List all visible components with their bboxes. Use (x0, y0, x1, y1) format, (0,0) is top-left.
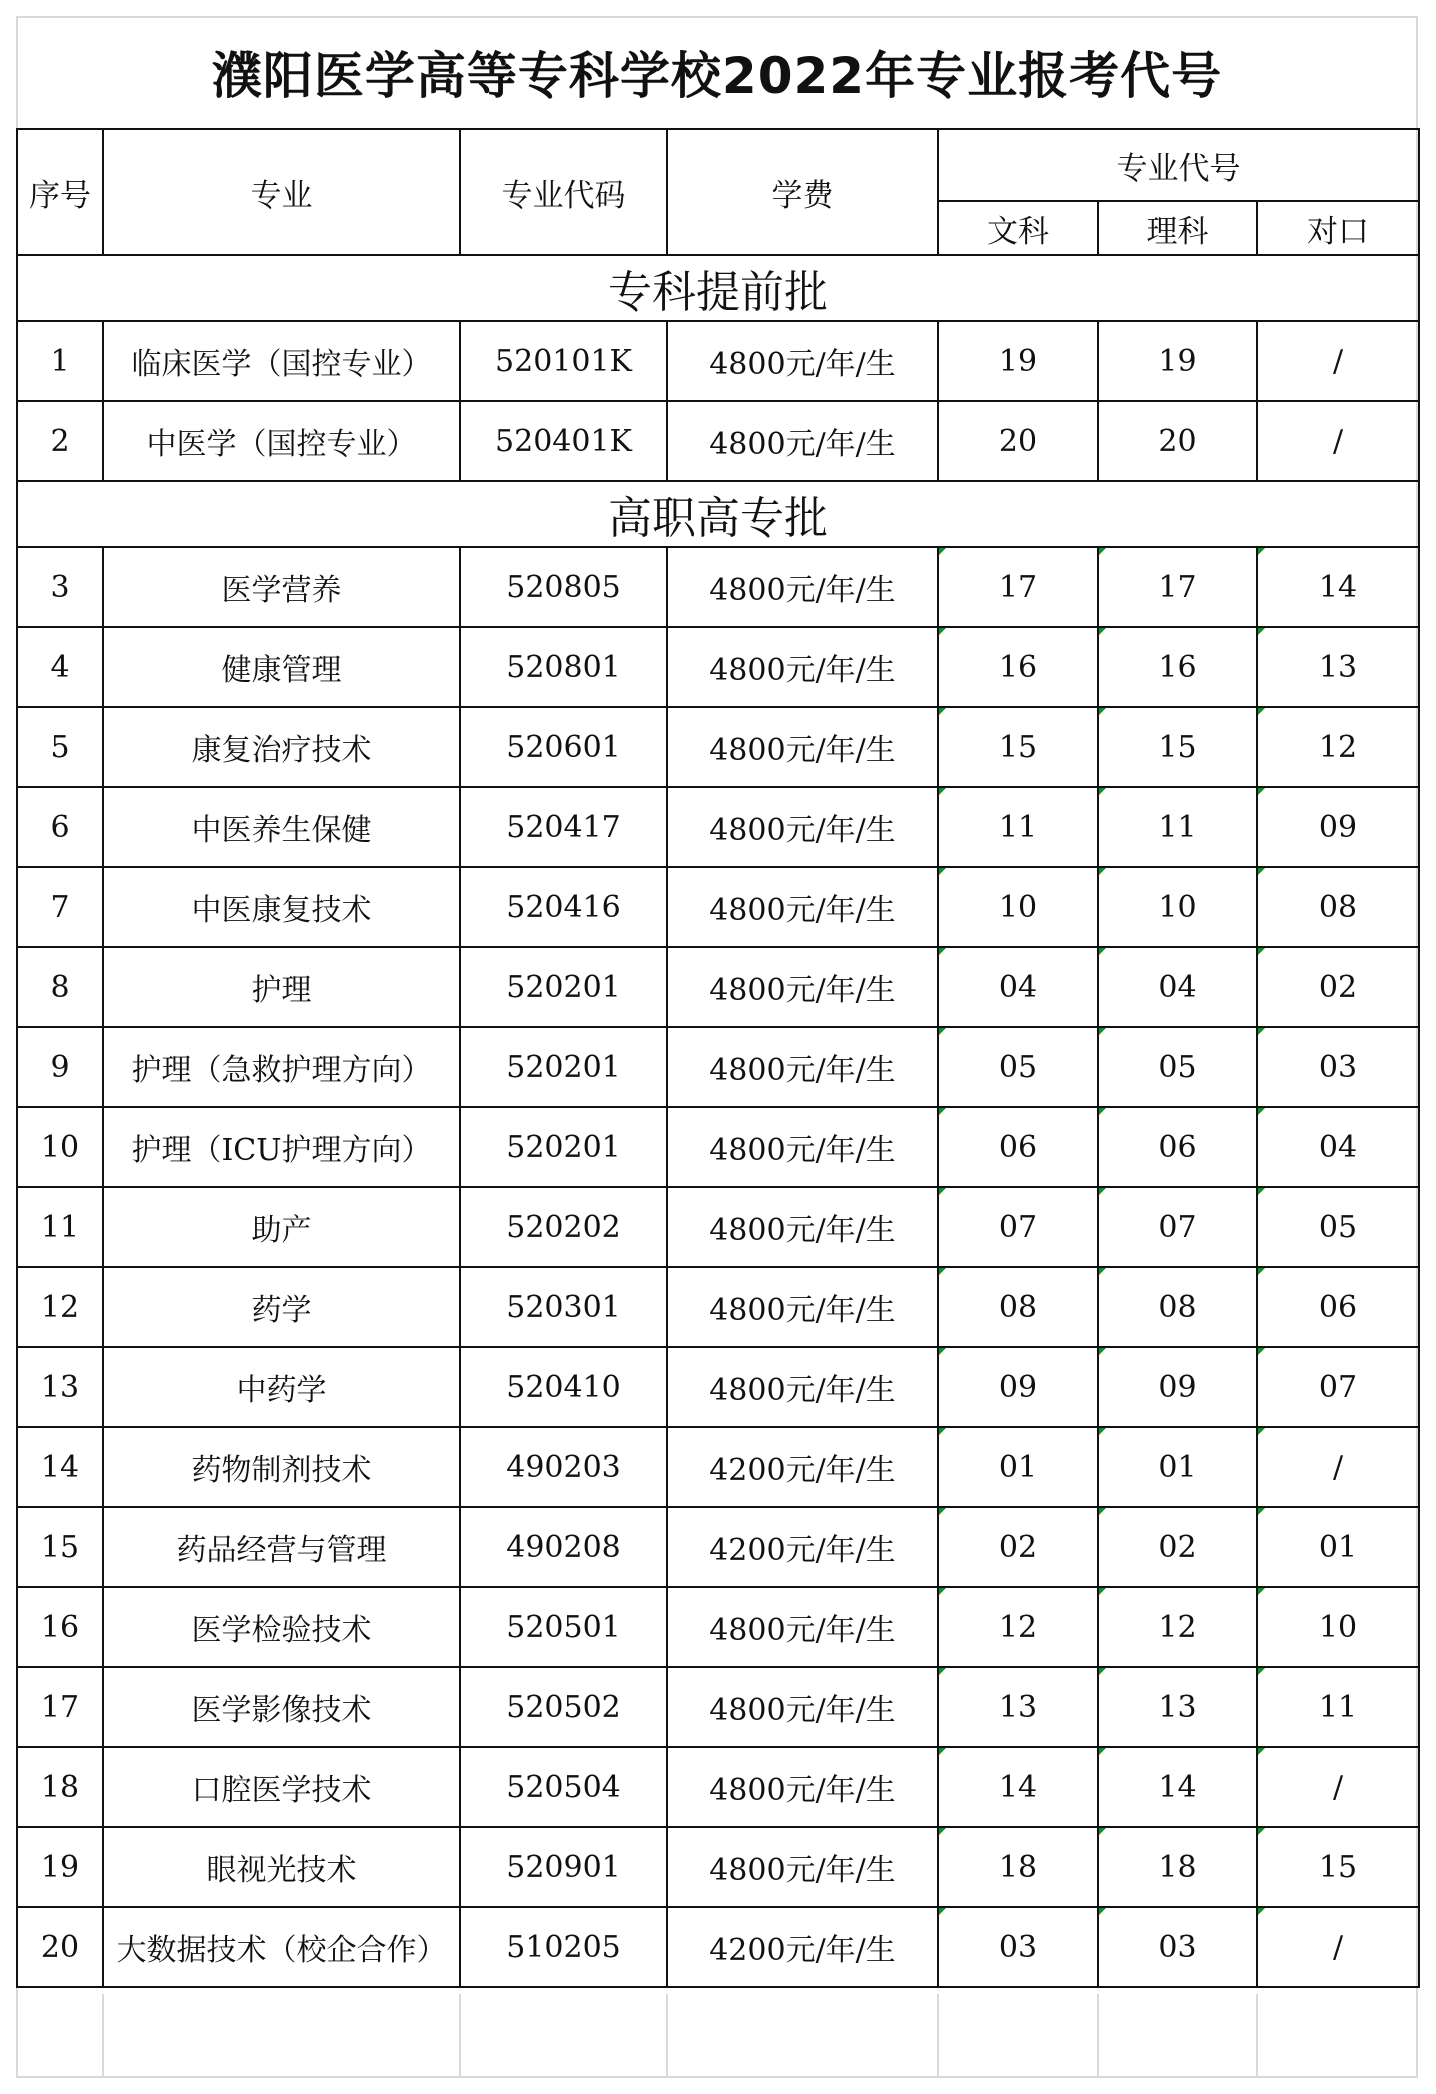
cell-vocational: 14 (1257, 547, 1419, 627)
table-row (17, 1347, 1419, 1427)
cell-science: 16 (1098, 627, 1257, 707)
cell-major-code: 510205 (460, 1907, 667, 1987)
cell-seq: 14 (17, 1427, 103, 1507)
cell-major: 大数据技术（校企合作） (103, 1907, 460, 1987)
header-apply-code: 专业代号 (938, 129, 1419, 201)
table-row (17, 787, 1419, 867)
cell-vocational: / (1257, 321, 1419, 401)
cell-major: 药品经营与管理 (103, 1507, 460, 1587)
cell-vocational: 04 (1257, 1107, 1419, 1187)
table-row (17, 1747, 1419, 1827)
cell-arts: 18 (938, 1827, 1098, 1907)
section-title: 高职高专批 (17, 481, 1419, 547)
cell-vocational: / (1257, 401, 1419, 481)
cell-arts: 02 (938, 1507, 1098, 1587)
cell-major: 健康管理 (103, 627, 460, 707)
cell-major-code: 520301 (460, 1267, 667, 1347)
header-tuition: 学费 (667, 129, 938, 255)
cell-major: 护理 (103, 947, 460, 1027)
cell-major: 助产 (103, 1187, 460, 1267)
header-seq: 序号 (17, 129, 103, 255)
header-science: 理科 (1098, 201, 1257, 255)
cell-vocational: / (1257, 1907, 1419, 1987)
cell-arts: 03 (938, 1907, 1098, 1987)
cell-major-code: 520502 (460, 1667, 667, 1747)
table-row (17, 547, 1419, 627)
cell-seq: 15 (17, 1507, 103, 1587)
grid-line (16, 2076, 1418, 2078)
cell-seq: 9 (17, 1027, 103, 1107)
cell-major: 中医学（国控专业） (103, 401, 460, 481)
cell-major: 眼视光技术 (103, 1827, 460, 1907)
cell-science: 04 (1098, 947, 1257, 1027)
cell-major: 医学影像技术 (103, 1667, 460, 1747)
cell-major-code: 520416 (460, 867, 667, 947)
table-row (17, 1027, 1419, 1107)
cell-science: 14 (1098, 1747, 1257, 1827)
cell-arts: 01 (938, 1427, 1098, 1507)
cell-tuition: 4800元/年/生 (667, 787, 938, 867)
cell-major-code: 520501 (460, 1587, 667, 1667)
cell-science: 11 (1098, 787, 1257, 867)
cell-tuition: 4800元/年/生 (667, 321, 938, 401)
cell-seq: 2 (17, 401, 103, 481)
cell-major: 医学营养 (103, 547, 460, 627)
cell-vocational: 03 (1257, 1027, 1419, 1107)
cell-arts: 09 (938, 1347, 1098, 1427)
cell-seq: 6 (17, 787, 103, 867)
cell-major-code: 520202 (460, 1187, 667, 1267)
cell-vocational: / (1257, 1427, 1419, 1507)
cell-seq: 8 (17, 947, 103, 1027)
cell-arts: 15 (938, 707, 1098, 787)
cell-tuition: 4800元/年/生 (667, 547, 938, 627)
header-major: 专业 (103, 129, 460, 255)
cell-science: 09 (1098, 1347, 1257, 1427)
cell-science: 02 (1098, 1507, 1257, 1587)
cell-arts: 08 (938, 1267, 1098, 1347)
cell-science: 15 (1098, 707, 1257, 787)
cell-tuition: 4800元/年/生 (667, 401, 938, 481)
table-row (17, 1667, 1419, 1747)
cell-vocational: 01 (1257, 1507, 1419, 1587)
cell-seq: 20 (17, 1907, 103, 1987)
section-row (17, 255, 1419, 321)
cell-seq: 7 (17, 867, 103, 947)
header-major-code: 专业代码 (460, 129, 667, 255)
section-row (17, 481, 1419, 547)
cell-science: 17 (1098, 547, 1257, 627)
cell-seq: 17 (17, 1667, 103, 1747)
cell-tuition: 4800元/年/生 (667, 707, 938, 787)
cell-seq: 16 (17, 1587, 103, 1667)
cell-tuition: 4800元/年/生 (667, 867, 938, 947)
cell-seq: 11 (17, 1187, 103, 1267)
cell-seq: 19 (17, 1827, 103, 1907)
cell-tuition: 4800元/年/生 (667, 1187, 938, 1267)
cell-vocational: 02 (1257, 947, 1419, 1027)
cell-vocational: 07 (1257, 1347, 1419, 1427)
table-row (17, 1907, 1419, 1987)
cell-seq: 5 (17, 707, 103, 787)
cell-tuition: 4800元/年/生 (667, 947, 938, 1027)
cell-arts: 07 (938, 1187, 1098, 1267)
cell-tuition: 4800元/年/生 (667, 1347, 938, 1427)
cell-seq: 3 (17, 547, 103, 627)
table-row (17, 1587, 1419, 1667)
cell-major: 护理（急救护理方向） (103, 1027, 460, 1107)
cell-major: 康复治疗技术 (103, 707, 460, 787)
section-title: 专科提前批 (17, 255, 1419, 321)
cell-major: 口腔医学技术 (103, 1747, 460, 1827)
cell-vocational: 09 (1257, 787, 1419, 867)
cell-tuition: 4800元/年/生 (667, 1827, 938, 1907)
cell-major: 临床医学（国控专业） (103, 321, 460, 401)
grid-line (1097, 1994, 1099, 2078)
header-arts: 文科 (938, 201, 1098, 255)
cell-major: 中医养生保健 (103, 787, 460, 867)
cell-major: 药学 (103, 1267, 460, 1347)
table-row (17, 401, 1419, 481)
cell-arts: 16 (938, 627, 1098, 707)
cell-arts: 06 (938, 1107, 1098, 1187)
table-row (17, 947, 1419, 1027)
cell-tuition: 4800元/年/生 (667, 1107, 938, 1187)
cell-arts: 20 (938, 401, 1098, 481)
cell-science: 20 (1098, 401, 1257, 481)
grid-line (459, 1994, 461, 2078)
table-row (17, 1427, 1419, 1507)
cell-major-code: 490208 (460, 1507, 667, 1587)
grid-line (1256, 1994, 1258, 2078)
cell-seq: 1 (17, 321, 103, 401)
cell-arts: 04 (938, 947, 1098, 1027)
cell-arts: 13 (938, 1667, 1098, 1747)
cell-vocational: 10 (1257, 1587, 1419, 1667)
cell-seq: 13 (17, 1347, 103, 1427)
cell-major: 医学检验技术 (103, 1587, 460, 1667)
cell-science: 07 (1098, 1187, 1257, 1267)
cell-vocational: 06 (1257, 1267, 1419, 1347)
grid-line (102, 1994, 104, 2078)
cell-major-code: 520201 (460, 1027, 667, 1107)
cell-science: 19 (1098, 321, 1257, 401)
cell-vocational: 05 (1257, 1187, 1419, 1267)
cell-science: 03 (1098, 1907, 1257, 1987)
cell-vocational: 11 (1257, 1667, 1419, 1747)
table-row (17, 1187, 1419, 1267)
cell-science: 08 (1098, 1267, 1257, 1347)
cell-major: 中药学 (103, 1347, 460, 1427)
cell-major-code: 520801 (460, 627, 667, 707)
cell-vocational: 12 (1257, 707, 1419, 787)
cell-science: 13 (1098, 1667, 1257, 1747)
cell-major-code: 520504 (460, 1747, 667, 1827)
cell-major-code: 520417 (460, 787, 667, 867)
table-row (17, 707, 1419, 787)
table-row (17, 321, 1419, 401)
cell-major-code: 520201 (460, 947, 667, 1027)
cell-major-code: 520201 (460, 1107, 667, 1187)
cell-major: 护理（ICU护理方向） (103, 1107, 460, 1187)
cell-vocational: 08 (1257, 867, 1419, 947)
cell-vocational: / (1257, 1747, 1419, 1827)
cell-arts: 10 (938, 867, 1098, 947)
cell-major: 中医康复技术 (103, 867, 460, 947)
cell-major-code: 490203 (460, 1427, 667, 1507)
cell-science: 05 (1098, 1027, 1257, 1107)
cell-tuition: 4800元/年/生 (667, 1747, 938, 1827)
cell-tuition: 4800元/年/生 (667, 1267, 938, 1347)
table-row (17, 1107, 1419, 1187)
cell-tuition: 4200元/年/生 (667, 1507, 938, 1587)
cell-arts: 17 (938, 547, 1098, 627)
cell-science: 12 (1098, 1587, 1257, 1667)
table-row (17, 1827, 1419, 1907)
table-row (17, 627, 1419, 707)
cell-arts: 05 (938, 1027, 1098, 1107)
cell-major-code: 520901 (460, 1827, 667, 1907)
table-row (17, 1267, 1419, 1347)
cell-major-code: 520401K (460, 401, 667, 481)
cell-major-code: 520410 (460, 1347, 667, 1427)
cell-seq: 12 (17, 1267, 103, 1347)
cell-arts: 12 (938, 1587, 1098, 1667)
table-row (17, 1507, 1419, 1587)
cell-seq: 18 (17, 1747, 103, 1827)
cell-major-code: 520601 (460, 707, 667, 787)
cell-seq: 4 (17, 627, 103, 707)
cell-vocational: 13 (1257, 627, 1419, 707)
cell-tuition: 4800元/年/生 (667, 1587, 938, 1667)
cell-major-code: 520805 (460, 547, 667, 627)
cell-tuition: 4800元/年/生 (667, 1667, 938, 1747)
table-row (17, 867, 1419, 947)
cell-arts: 11 (938, 787, 1098, 867)
cell-major-code: 520101K (460, 321, 667, 401)
cell-tuition: 4800元/年/生 (667, 1027, 938, 1107)
cell-arts: 14 (938, 1747, 1098, 1827)
header-vocational: 对口 (1257, 201, 1419, 255)
cell-science: 10 (1098, 867, 1257, 947)
major-code-table (16, 128, 1420, 1988)
cell-tuition: 4800元/年/生 (667, 627, 938, 707)
cell-vocational: 15 (1257, 1827, 1419, 1907)
cell-major: 药物制剂技术 (103, 1427, 460, 1507)
cell-arts: 19 (938, 321, 1098, 401)
page-title: 濮阳医学高等专科学校2022年专业报考代号 (211, 47, 1223, 105)
cell-science: 18 (1098, 1827, 1257, 1907)
cell-tuition: 4200元/年/生 (667, 1907, 938, 1987)
cell-seq: 10 (17, 1107, 103, 1187)
cell-science: 06 (1098, 1107, 1257, 1187)
grid-line (937, 1994, 939, 2078)
cell-science: 01 (1098, 1427, 1257, 1507)
grid-line (666, 1994, 668, 2078)
cell-tuition: 4200元/年/生 (667, 1427, 938, 1507)
